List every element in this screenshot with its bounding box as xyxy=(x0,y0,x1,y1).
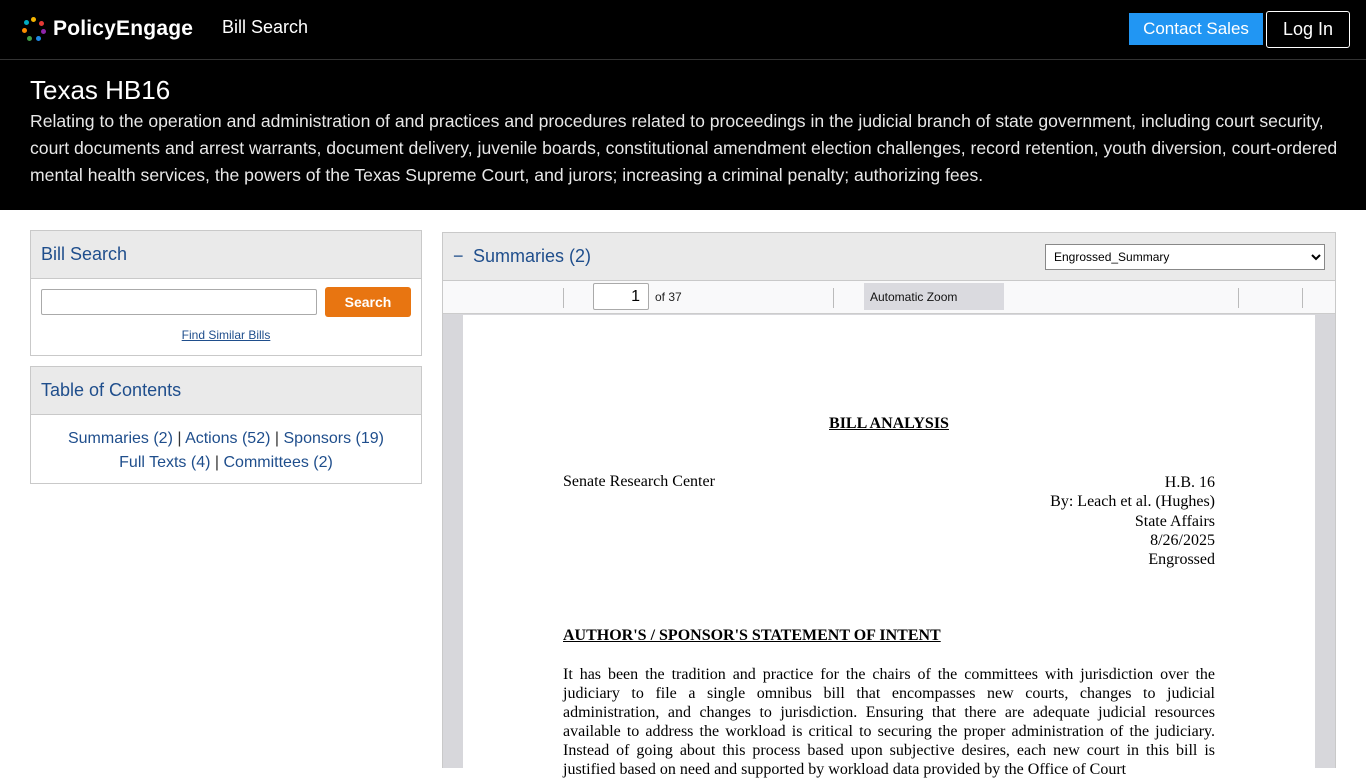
toc-separator: | xyxy=(214,454,220,471)
table-of-contents-panel xyxy=(30,366,422,484)
summaries-header xyxy=(443,233,1335,281)
summaries-panel xyxy=(442,232,1336,778)
toc-committees-link[interactable]: Committees (2) xyxy=(223,454,333,471)
summaries-title: Summaries (2) xyxy=(473,246,592,266)
toc-links xyxy=(31,415,421,475)
document-left-header: Senate Research Center xyxy=(563,473,715,490)
document-paragraph: It has been the tradition and practice for the chairs of the committees with jurisdiction over the judiciary to file a single omnibus bill that encompasses new courts, changes to judicial administration, and changes to jurisdiction. Ensuring that there are adequate judicial resources available to address the workload is critical to securing the proper administration of the judiciary. Instead of going about this process based upon subjective desires, each new court in this bill is justified based on need and supported by workload data provided by the Office of Court xyxy=(563,666,1215,778)
find-similar-bills-link[interactable]: Find Similar Bills xyxy=(181,328,271,342)
author-line: By: Leach et al. (Hughes) xyxy=(1050,493,1215,511)
date-line: 8/26/2025 xyxy=(1150,531,1215,549)
bill-header xyxy=(0,60,1366,210)
zoom-select[interactable]: Automatic Zoom xyxy=(864,283,1004,310)
status-line: Engrossed xyxy=(1148,551,1215,569)
toc-summaries-link[interactable]: Summaries (2) xyxy=(67,430,173,447)
toc-full-texts-link[interactable]: Full Texts (4) xyxy=(119,454,211,471)
brand-logo[interactable] xyxy=(22,15,193,43)
bill-search-title: Bill Search xyxy=(31,231,421,279)
committee-line: State Affairs xyxy=(1134,512,1215,530)
login-button[interactable]: Log In xyxy=(1266,11,1350,48)
nav-bill-search[interactable]: Bill Search xyxy=(222,17,309,37)
document-right-header xyxy=(1050,473,1215,569)
search-input[interactable] xyxy=(41,289,317,315)
bill-description: Relating to the operation and administration of and practices and procedures related to proceedings in the judicial branch of state government, including court security, court documents and arrest warrants, document delivery, juvenile boards, constitutional amendment election challenges, record retention, youth diversion, court-ordered mental health services, the powers of the Texas Supreme Court, and jurors; increasing a criminal penalty; authorizing fees. xyxy=(30,111,1338,185)
toolbar-divider xyxy=(1302,288,1303,308)
toc-separator: | xyxy=(274,430,280,447)
document-heading: BILL ANALYSIS xyxy=(829,415,949,432)
page-count-label: of 37 xyxy=(655,290,682,304)
contact-sales-button[interactable]: Contact Sales xyxy=(1129,13,1263,45)
summary-version-select[interactable] xyxy=(1045,244,1325,270)
toc-actions-link[interactable]: Actions (52) xyxy=(185,430,271,447)
section-heading: AUTHOR'S / SPONSOR'S STATEMENT OF INTENT xyxy=(563,627,941,644)
bill-search-panel xyxy=(30,230,422,356)
top-navbar xyxy=(0,0,1366,60)
toc-title: Table of Contents xyxy=(31,367,421,415)
page-number-input[interactable] xyxy=(593,283,649,310)
toolbar-divider xyxy=(563,288,564,308)
toolbar-divider xyxy=(833,288,834,308)
toolbar-divider xyxy=(1238,288,1239,308)
logo-dots-icon xyxy=(22,17,46,41)
toc-separator: | xyxy=(177,430,182,447)
collapse-toggle-icon[interactable]: − xyxy=(453,246,464,266)
page-title: Texas HB16 xyxy=(30,75,171,105)
bill-number-line: H.B. 16 xyxy=(1164,474,1215,491)
search-button[interactable]: Search xyxy=(325,287,411,317)
brand-name: PolicyEngage xyxy=(53,17,194,40)
pdf-toolbar xyxy=(443,281,1335,314)
pdf-page xyxy=(463,315,1315,778)
toc-sponsors-link[interactable]: Sponsors (19) xyxy=(283,430,384,447)
